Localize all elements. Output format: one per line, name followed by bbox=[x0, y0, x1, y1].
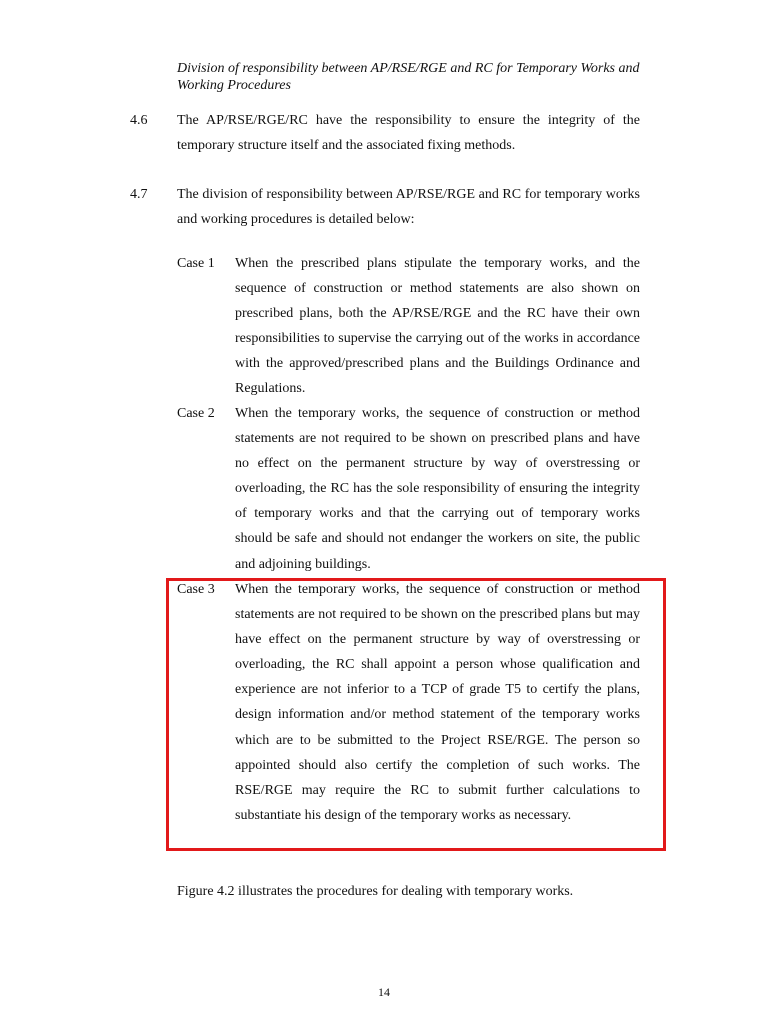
case-3-label: Case 3 bbox=[177, 582, 215, 597]
case-2-label: Case 2 bbox=[177, 406, 215, 421]
paragraph-4-6-text: The AP/RSE/RGE/RC have the responsibility to ensure the integrity of the temporary structure itself and the associated fixing methods. bbox=[177, 113, 640, 153]
paragraph-4-7-text: The division of responsibility between AP/RSE/RGE and RC for temporary works and working procedures is detailed below: bbox=[177, 187, 640, 227]
section-heading: Division of responsibility between AP/RSE/RGE and RC for Temporary Works and Working Procedures bbox=[177, 61, 640, 93]
page-number: 14 bbox=[378, 985, 390, 999]
paragraph-number-4-6: 4.6 bbox=[130, 113, 148, 128]
figure-reference-note: Figure 4.2 illustrates the procedures for dealing with temporary works. bbox=[177, 884, 574, 899]
case-3-text: When the temporary works, the sequence of construction or method statements are not required to be shown on the prescribed plans but may have effect on the permanent structure by way of overstressing or overloading, the RC shall appoint a person whose qualification and experience are not inferior to a TCP of grade T5 to certify the plans, design information and/or method statement of the temporary works which are to be submitted to the Project RSE/RGE. The person so appointed should also certify the completion of such works. The RSE/RGE may require the RC to submit further calculations to substantiate his design of the temporary works as necessary. bbox=[235, 582, 640, 823]
case-2-text: When the temporary works, the sequence of construction or method statements are not required to be shown on prescribed plans and have no effect on the permanent structure by way of overstressing or overloading, the RC has the sole responsibility of ensuring the integrity of temporary works and that the carrying out of temporary works should be safe and should not endanger the workers on site, the public and adjoining buildings. bbox=[235, 406, 640, 572]
paragraph-number-4-7: 4.7 bbox=[130, 187, 148, 202]
case-1-text: When the prescribed plans stipulate the temporary works, and the sequence of construction or method statements are also shown on prescribed plans, both the AP/RSE/RGE and the RC have their own responsibilities to supervise the carrying out of the works in accordance with the approved/prescribed plans and the Buildings Ordinance and Regulations. bbox=[235, 256, 640, 397]
case-1-label: Case 1 bbox=[177, 256, 215, 271]
